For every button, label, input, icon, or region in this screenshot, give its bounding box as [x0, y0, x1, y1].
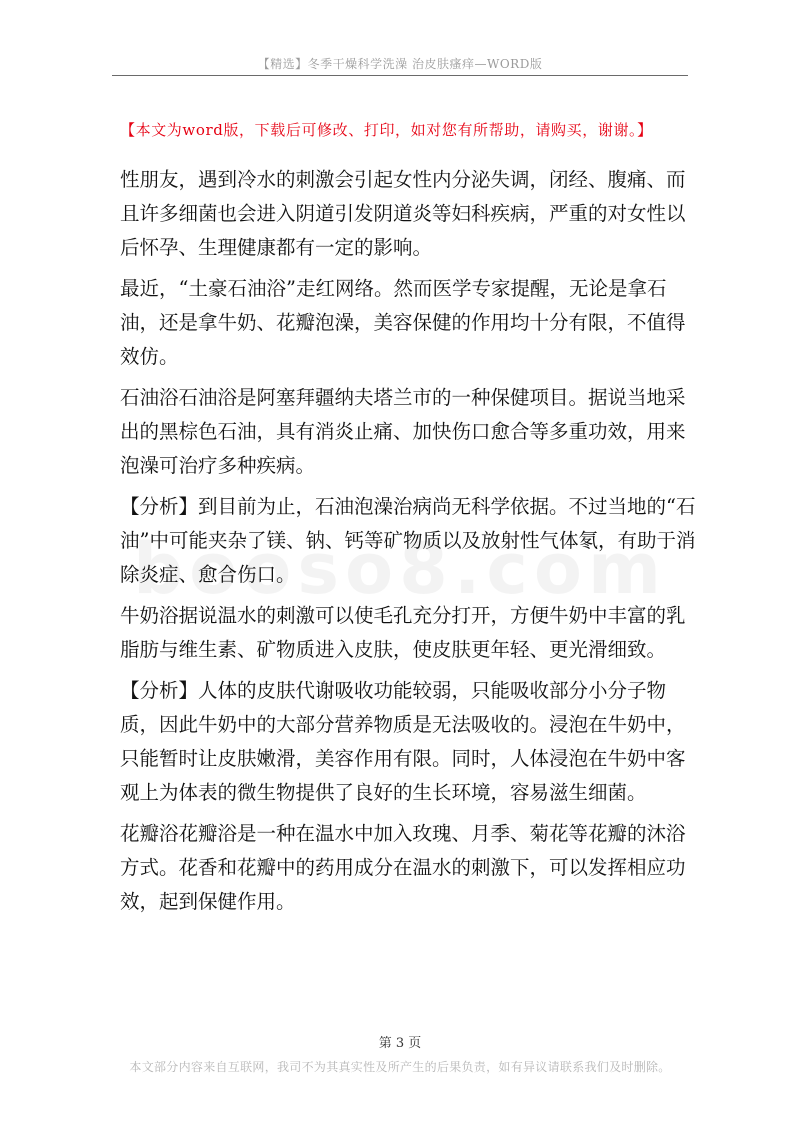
purchase-notice: 【本文为word版，下载后可修改、打印，如对您有所帮助，请购买，谢谢。】	[120, 121, 653, 139]
article-body	[120, 163, 700, 926]
paragraph: 牛奶浴据说温水的刺激可以使毛孔充分打开，方便牛奶中丰富的乳脂肪与维生素、矿物质进入皮肤，使皮肤更年轻、更光滑细致。	[120, 604, 686, 661]
paragraph: 石油浴石油浴是阿塞拜疆纳夫塔兰市的一种保健项目。据说当地采出的黑棕色石油，具有消炎止痛、加快伤口愈合等多重功效，用来泡澡可治疗多种疾病。	[120, 386, 686, 477]
paragraph: 性朋友，遇到冷水的刺激会引起女性内分泌失调，闭经、腹痛、而且许多细菌也会进入阴道引发阴道炎等妇科疾病，严重的对女性以后怀孕、生理健康都有一定的影响。	[120, 168, 686, 259]
paragraph: 花瓣浴花瓣浴是一种在温水中加入玫瑰、月季、菊花等花瓣的沐浴方式。花香和花瓣中的药用成分在温水的刺激下，可以发挥相应功效，起到保健作用。	[120, 822, 686, 913]
paragraph: 【分析】到目前为止，石油泡澡治病尚无科学依据。不过当地的“石油”中可能夹杂了镁、钠、钙等矿物质以及放射性气体氡，有助于消除炎症、愈合伤口。	[120, 495, 696, 586]
page-header: 【精选】冬季干燥科学洗澡 治皮肤瘙痒—WORD版	[257, 57, 543, 71]
footer-disclaimer: 本文部分内容来自互联网，我司不为其真实性及所产生的后果负责，如有异议请联系我们及时删除。	[129, 1060, 671, 1074]
page-number: 第 3 页	[378, 1036, 422, 1051]
header-divider	[112, 75, 688, 76]
paragraph: 【分析】人体的皮肤代谢吸收功能较弱，只能吸收部分小分子物质，因此牛奶中的大部分营养物质是无法吸收的。浸泡在牛奶中，只能暂时让皮肤嫩滑，美容作用有限。同时，人体浸泡在牛奶中客观上为体表的微生物提供了良好的生长环境，容易滋生细菌。	[120, 679, 686, 804]
paragraph: 最近，“土豪石油浴”走红网络。然而医学专家提醒，无论是拿石油，还是拿牛奶、花瓣泡澡，美容保健的作用均十分有限，不值得效仿。	[120, 277, 686, 368]
